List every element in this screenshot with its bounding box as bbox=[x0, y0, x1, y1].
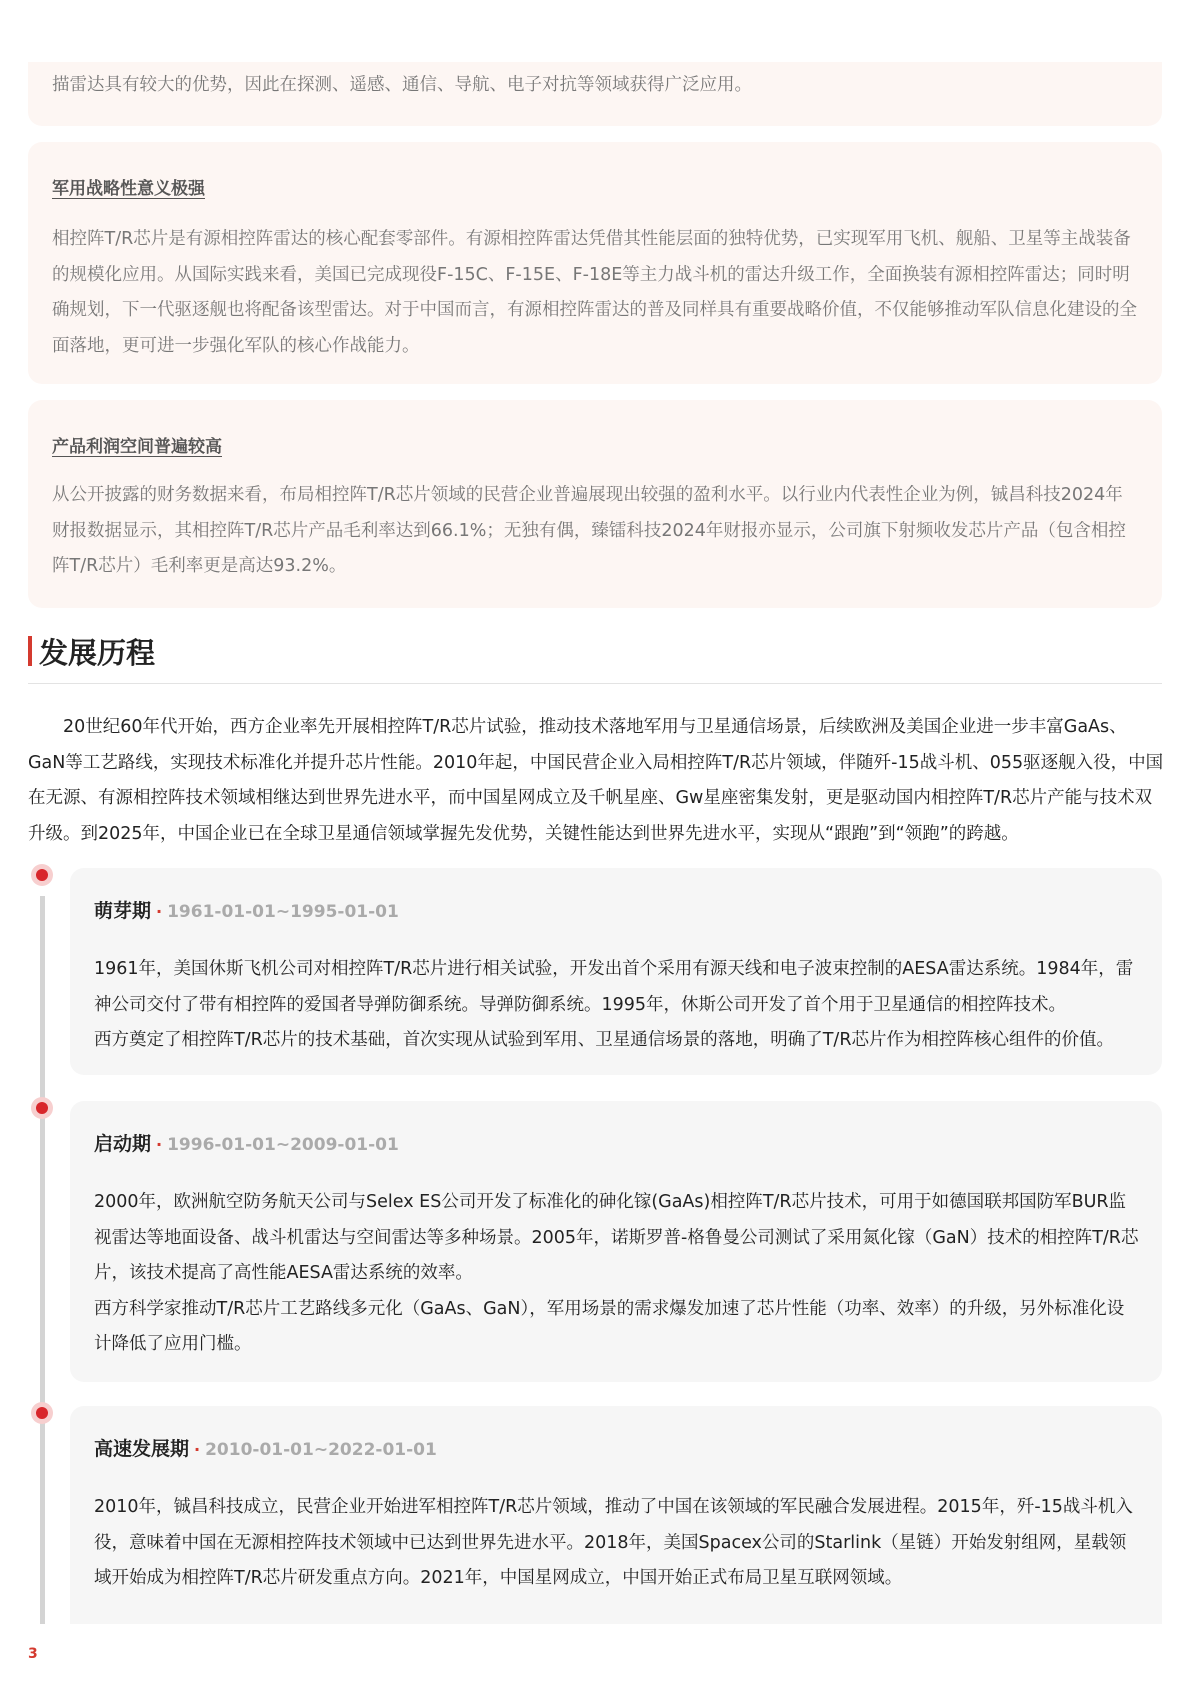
stage-paragraph: 2010年，铖昌科技成立，民营企业开始进军相控阵T/R芯片领域，推动了中国在该领域的军民融合发展进程。2015年，歼-15战斗机入役，意味着中国在无源相控阵技术领域中已达到世界先进水平。2018年，美国Spacex公司的Starlink（星链）开始发射组网，星载领域开始成为相控阵T/R芯片研发重点方向。2021年，中国星网成立，中国开始正式布局卫星互联网领域。 bbox=[94, 1497, 1133, 1588]
timeline-card-startup bbox=[70, 1101, 1162, 1382]
section-divider bbox=[28, 683, 1162, 684]
info-card-profit bbox=[28, 400, 1162, 608]
card-text: 描雷达具有较大的优势，因此在探测、遥感、通信、导航、电子对抗等领域获得广泛应用。 bbox=[52, 75, 752, 95]
card-title: 军用战略性意义极强 bbox=[52, 179, 205, 199]
card-text: 相控阵T/R芯片是有源相控阵雷达的核心配套零部件。有源相控阵雷达凭借其性能层面的独特优势，已实现军用飞机、舰船、卫星等主战装备的规模化应用。从国际实践来看，美国已完成现役F-15C、F-15E、F-18E等主力战斗机的雷达升级工作，全面换装有源相控阵雷达；同时明确规划，下一代驱逐舰也将配备该型雷达。对于中国而言，有源相控阵雷达的普及同样具有重要战略价值，不仅能够推动军队信息化建设的全面落地，更可进一步强化军队的核心作战能力。 bbox=[52, 229, 1137, 356]
timeline-card-rapid-growth bbox=[70, 1406, 1162, 1624]
stage-paragraph: 2000年，欧洲航空防务航天公司与Selex ES公司开发了标准化的砷化镓(GaAs)相控阵T/R芯片技术，可用于如德国联邦国防军BUR监视雷达等地面设备、战斗机雷达与空间雷达等多种场景。2005年，诺斯罗普-格鲁曼公司测试了采用氮化镓（GaN）技术的相控阵T/R芯片，该技术提高了高性能AESA雷达系统的效率。 bbox=[94, 1192, 1139, 1283]
timeline-header bbox=[94, 896, 399, 923]
page-number: 3 bbox=[28, 1646, 38, 1662]
timeline-line bbox=[40, 896, 45, 1624]
stage-name: 高速发展期 bbox=[94, 1438, 190, 1460]
section-title: 发展历程 bbox=[39, 635, 156, 670]
separator-dot: · bbox=[194, 1440, 201, 1459]
separator-dot: · bbox=[156, 1135, 163, 1154]
stage-name: 萌芽期 bbox=[94, 900, 152, 922]
section-intro: 20世纪60年代开始，西方企业率先开展相控阵T/R芯片试验，推动技术落地军用与卫星通信场景，后续欧洲及美国企业进一步丰富GaAs、GaN等工艺路线，实现技术标准化并提升芯片性能。2010年起，中国民营企业入局相控阵T/R芯片领域，伴随歼-15战斗机、055驱逐舰入役，中国在无源、有源相控阵技术领域相继达到世界先进水平，而中国星网成立及千帆星座、Gw星座密集发射，更是驱动国内相控阵T/R芯片产能与技术双升级。到2025年，中国企业已在全球卫星通信领域掌握先发优势，关键性能达到世界先进水平，实现从“跟跑”到“领跑”的跨越。 bbox=[28, 717, 1164, 844]
timeline-dot bbox=[31, 1402, 53, 1424]
stage-name: 启动期 bbox=[94, 1133, 152, 1155]
timeline-header bbox=[94, 1129, 399, 1156]
section-accent-bar bbox=[28, 636, 32, 666]
card-text: 从公开披露的财务数据来看，布局相控阵T/R芯片领域的民营企业普遍展现出较强的盈利水平。以行业内代表性企业为例，铖昌科技2024年财报数据显示，其相控阵T/R芯片产品毛利率达到66.1%；无独有偶，臻镭科技2024年财报亦显示，公司旗下射频收发芯片产品（包含相控阵T/R芯片）毛利率更是高达93.2%。 bbox=[52, 485, 1126, 576]
stage-date-range: 1961-01-01~1995-01-01 bbox=[167, 902, 399, 922]
timeline-card-germination bbox=[70, 868, 1162, 1075]
stage-paragraph: 西方科学家推动T/R芯片工艺路线多元化（GaAs、GaN），军用场景的需求爆发加速了芯片性能（功率、效率）的升级，另外标准化设计降低了应用门槛。 bbox=[94, 1298, 1125, 1354]
stage-description bbox=[94, 952, 1140, 1059]
info-card-continued bbox=[28, 62, 1162, 126]
stage-date-range: 1996-01-01~2009-01-01 bbox=[167, 1135, 399, 1155]
section-heading bbox=[28, 634, 155, 668]
stage-paragraph: 1961年，美国休斯飞机公司对相控阵T/R芯片进行相关试验，开发出首个采用有源天线和电子波束控制的AESA雷达系统。1984年，雷神公司交付了带有相控阵的爱国者导弹防御系统。导弹防御系统。1995年，休斯公司开发了首个用于卫星通信的相控阵技术。 bbox=[94, 959, 1134, 1015]
separator-dot: · bbox=[156, 902, 163, 921]
timeline-dot bbox=[31, 1097, 53, 1119]
timeline-header bbox=[94, 1434, 437, 1461]
timeline-dot bbox=[31, 864, 53, 886]
stage-paragraph: 西方奠定了相控阵T/R芯片的技术基础，首次实现从试验到军用、卫星通信场景的落地，明确了T/R芯片作为相控阵核心组件的价值。 bbox=[94, 1030, 1114, 1050]
stage-description bbox=[94, 1490, 1140, 1597]
info-card-military bbox=[28, 142, 1162, 384]
stage-date-range: 2010-01-01~2022-01-01 bbox=[205, 1440, 437, 1460]
card-title: 产品利润空间普遍较高 bbox=[52, 437, 222, 457]
stage-description bbox=[94, 1185, 1140, 1363]
